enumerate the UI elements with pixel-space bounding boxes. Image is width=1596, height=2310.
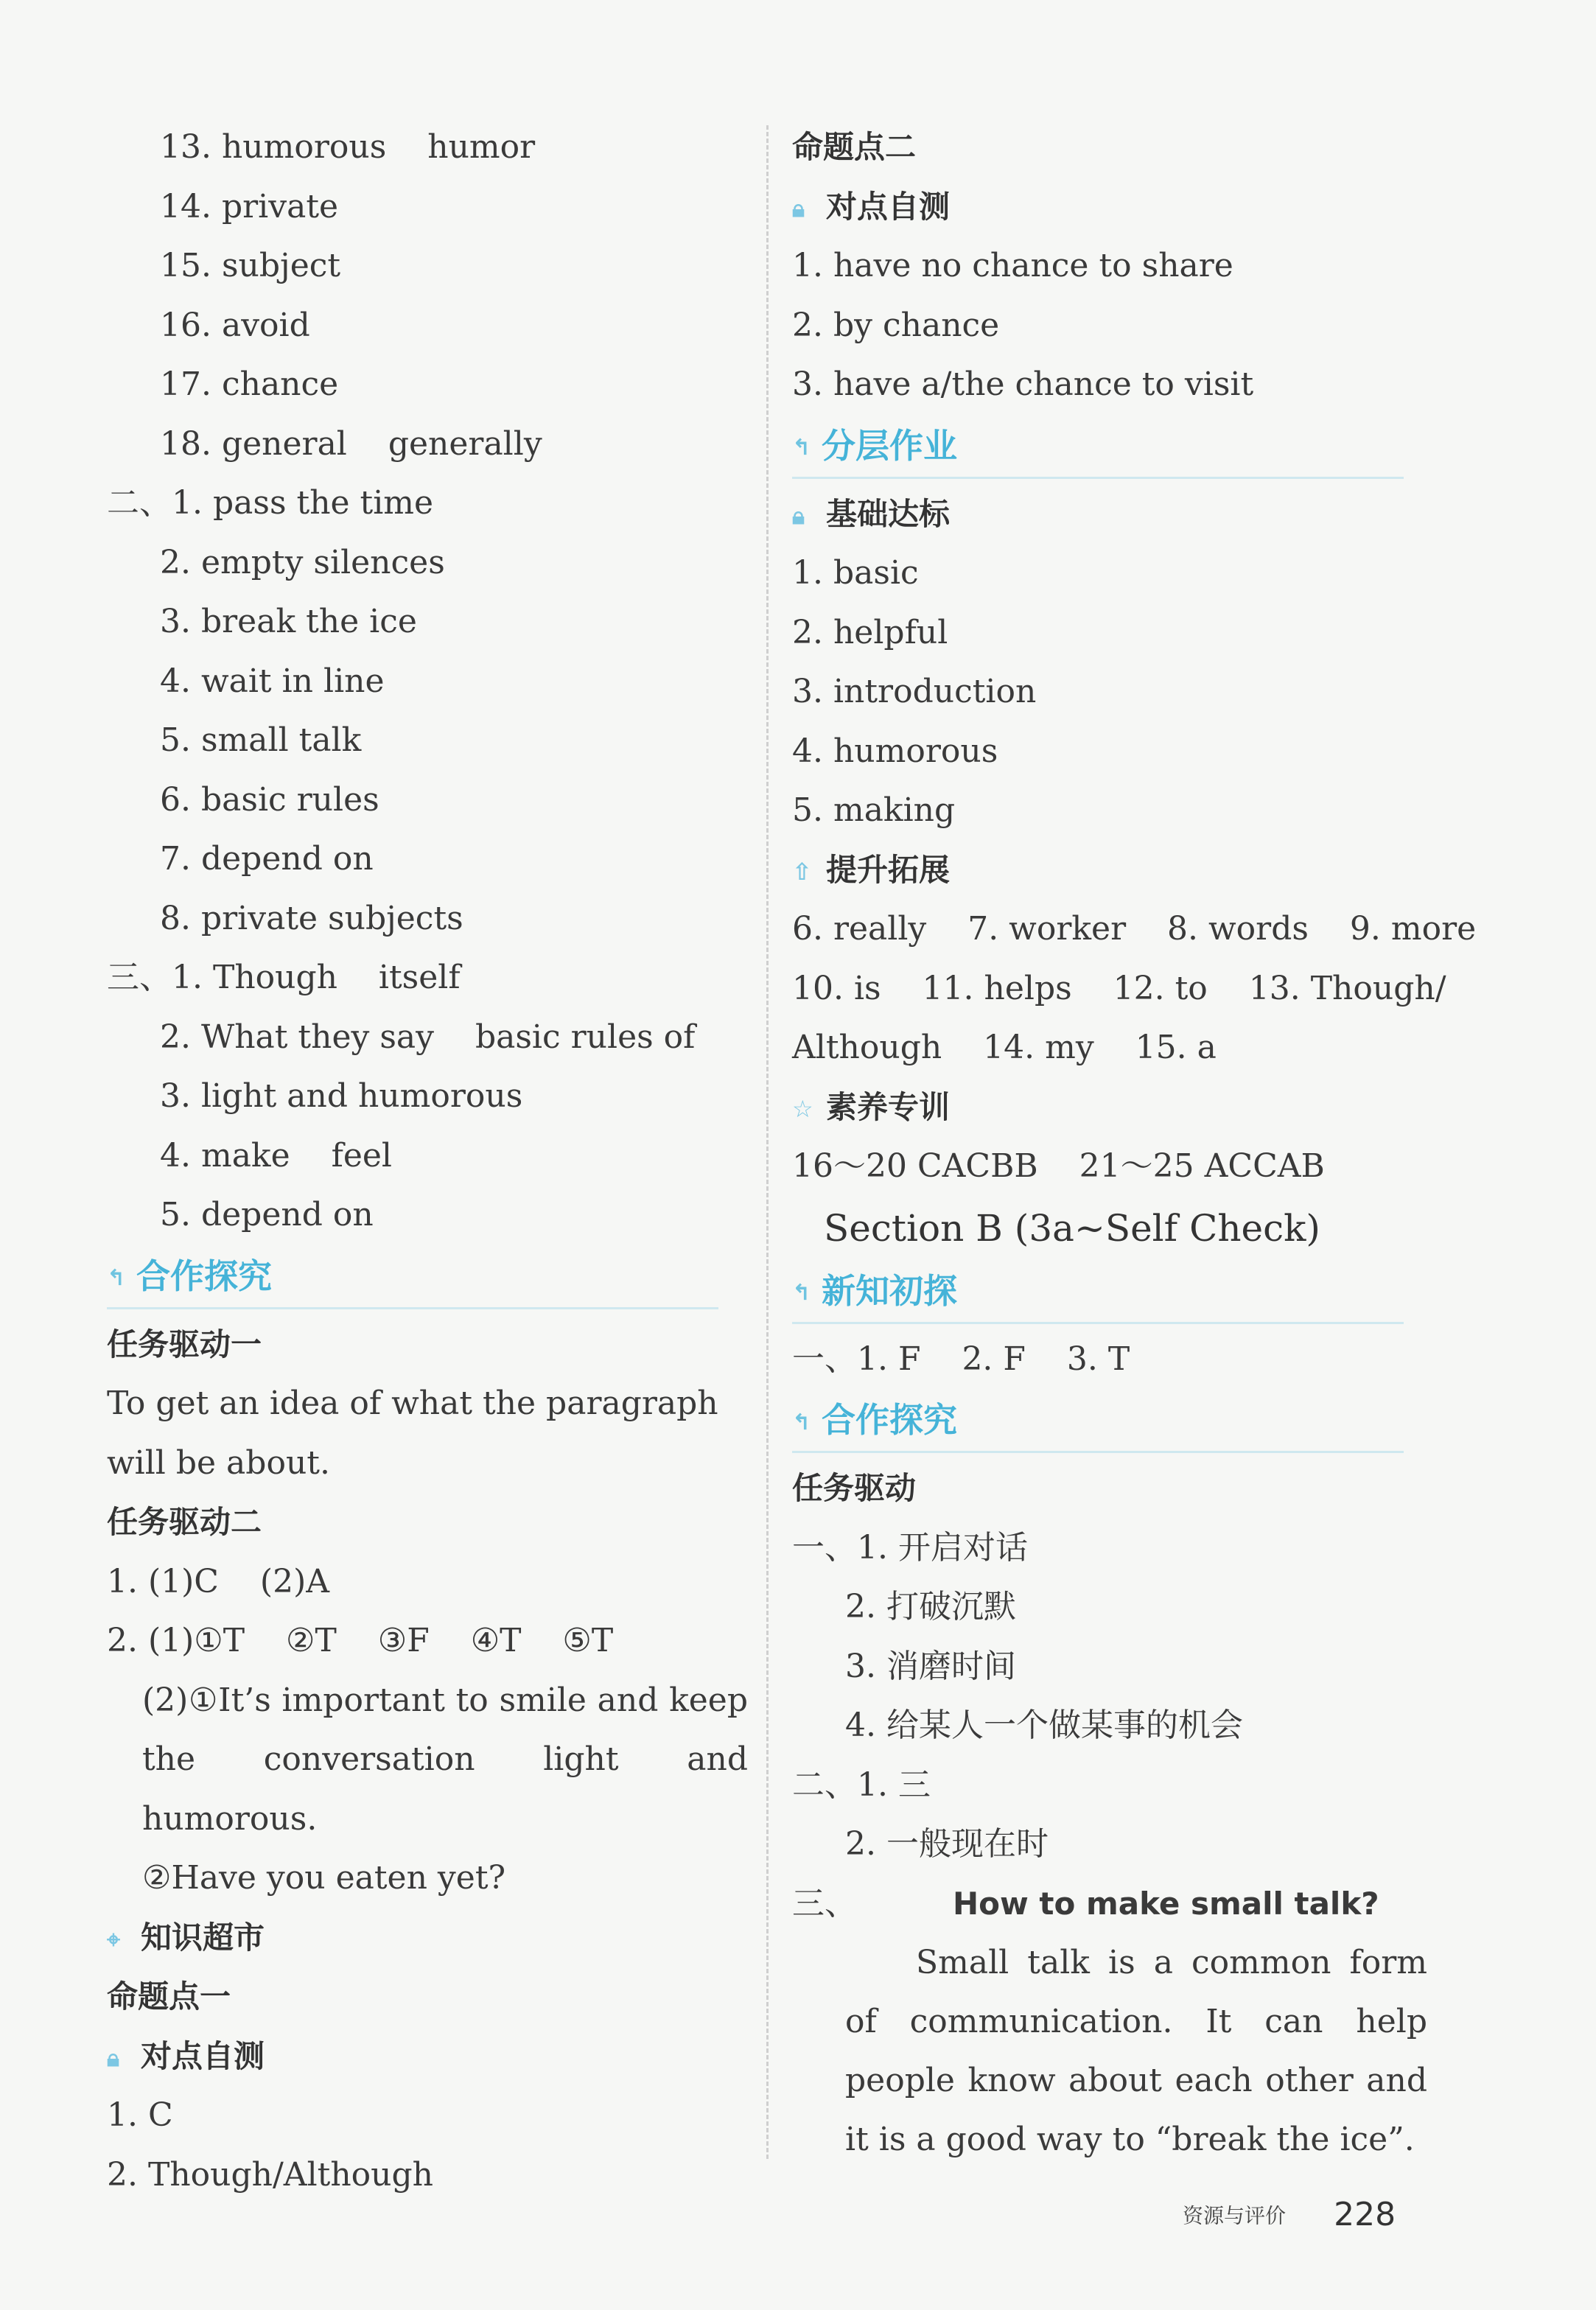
task-answer: 一、1. 开启对话: [792, 1528, 1028, 1567]
part3-answer: 5. depend on: [160, 1196, 374, 1233]
lock-icon: 🔒︎: [792, 501, 805, 530]
point2-heading: 命题点二: [792, 129, 917, 165]
page-footer: [1183, 2196, 1396, 2233]
part2-answer: 二、1. pass the time: [107, 484, 434, 522]
part2-answer: 2. empty silences: [160, 543, 445, 581]
vocab-answer: 16. avoid: [160, 306, 310, 344]
point2-answer: 3. have a/the chance to visit: [792, 365, 1254, 403]
point2-answer: 1. have no chance to share: [792, 247, 1233, 284]
part3-answer: 三、1. Though itself: [107, 959, 461, 996]
up-arrow-icon: ⇧: [792, 857, 812, 886]
basic-answer: 2. helpful: [792, 613, 948, 651]
basic-answer: 5. making: [792, 791, 956, 829]
task-answer: 3. 消磨时间: [845, 1647, 1016, 1685]
extend-answer: 10. is 11. helps 12. to 13. Though/: [792, 969, 1446, 1007]
footer-label: 资源与评价: [1183, 2203, 1287, 2228]
vocab-answer: 13. humorous humor: [160, 128, 536, 166]
layered-homework-heading: ↰ 分层作业: [792, 415, 1404, 479]
part2-answer: 6. basic rules: [160, 780, 379, 819]
task-answer: 二、1. 三: [792, 1765, 931, 1804]
part2-answer: 3. break the ice: [160, 603, 417, 640]
coop-section-heading: ↰ 合作探究: [792, 1389, 1404, 1453]
task2-answer: 1. (1)C (2)A: [107, 1562, 330, 1600]
point1-heading: 命题点一: [107, 1978, 231, 2015]
vocab-answer: 14. private: [160, 187, 339, 225]
part3-answer: 4. make feel: [160, 1136, 393, 1175]
part2-answer: 4. wait in line: [160, 662, 385, 700]
right-column: [792, 118, 1477, 2169]
essay-title: How to make small talk?: [953, 1885, 1379, 1922]
section-title: Section B (3a~Self Check): [824, 1206, 1320, 1250]
essay-title-line: [792, 1875, 1426, 1934]
essay-text: Small talk is a common form of communication. It can help people know about each other and it is a good way to “break the ice”.: [845, 1944, 1427, 2158]
part2-answer: 5. small talk: [160, 721, 362, 759]
location-pin-icon: ⌖: [107, 1925, 121, 1953]
bookmark-icon: ↰: [792, 435, 811, 461]
new-knowledge-heading: ↰ 新知初探: [792, 1260, 1404, 1324]
task1-heading: 任务驱动一: [107, 1326, 262, 1362]
task2-paragraph: (2)①It’s important to smile and keep the conversation light and humorous.: [142, 1681, 748, 1838]
new-knowledge-answer: 一、1. F 2. F 3. T: [792, 1340, 1130, 1378]
part2-answer: 8. private subjects: [160, 899, 463, 937]
basic-heading: 🔒︎ 基础达标: [792, 485, 1426, 545]
selftest-heading: 🔒︎ 对点自测: [107, 2027, 748, 2087]
lock-icon: 🔒︎: [107, 2043, 120, 2072]
basic-answer: 1. basic: [792, 554, 919, 592]
bookmark-icon: ↰: [792, 1409, 811, 1435]
basic-answer: 3. introduction: [792, 673, 1037, 710]
vocab-answer: 17. chance: [160, 365, 339, 403]
bookmark-icon: ↰: [792, 1280, 811, 1306]
extend-answer: 6. really 7. worker 8. words 9. more: [792, 910, 1477, 948]
literacy-heading: ☆ 素养专训: [792, 1078, 1426, 1138]
star-icon: ☆: [792, 1094, 813, 1123]
knowledge-heading: ⌖ 知识超市: [107, 1908, 748, 1968]
extend-answer: Although 14. my 15. a: [792, 1029, 1217, 1066]
vocab-answer: 18. general generally: [160, 424, 542, 463]
task2-answer: ②Have you eaten yet?: [142, 1859, 506, 1897]
point2-answer: 2. by chance: [792, 306, 1000, 344]
basic-answer: 4. humorous: [792, 732, 998, 770]
page-number: 228: [1334, 2196, 1396, 2233]
selftest-heading: 🔒︎ 对点自测: [792, 178, 1426, 237]
lock-icon: 🔒︎: [792, 194, 805, 223]
bookmark-icon: ↰: [107, 1265, 126, 1291]
part-marker: 三、: [792, 1884, 857, 1922]
part3-answer: 2. What they say basic rules of: [160, 1018, 696, 1056]
vocab-answer: 15. subject: [160, 247, 341, 284]
part2-answer: 7. depend on: [160, 840, 374, 878]
left-column: [107, 118, 748, 2205]
literacy-answer: 16～20 CACBB 21～25 ACCAB: [792, 1147, 1325, 1185]
coop-section-heading: ↰ 合作探究: [107, 1245, 718, 1309]
task2-answer: 2. (1)①T ②T ③F ④T ⑤T: [107, 1622, 614, 1659]
task-answer: 2. 一般现在时: [845, 1825, 1049, 1863]
extend-heading: ⇧ 提升拓展: [792, 841, 1426, 900]
point1-answer: 1. C: [107, 2096, 173, 2134]
part3-answer: 3. light and humorous: [160, 1077, 523, 1115]
task-heading: 任务驱动: [792, 1470, 917, 1506]
point1-answer: 2. Though/Although: [107, 2155, 434, 2194]
column-divider: [766, 125, 769, 2159]
task2-heading: 任务驱动二: [107, 1504, 262, 1540]
task1-text: To get an idea of what the paragraph will be about.: [107, 1385, 718, 1482]
task-answer: 2. 打破沉默: [845, 1588, 1016, 1625]
task-answer: 4. 给某人一个做某事的机会: [845, 1707, 1243, 1744]
